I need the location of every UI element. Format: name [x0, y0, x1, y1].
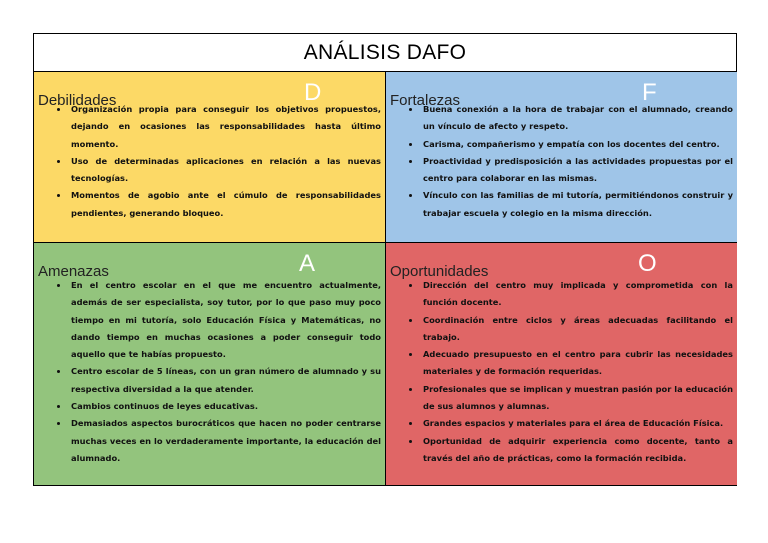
quadrant-header: [34, 243, 385, 281]
quadrant-header: [386, 243, 737, 281]
dafo-table: [33, 33, 737, 486]
list-item: • Adecuado presupuesto en el centro para cubrir las necesidades materiales y de formación requeridas.: [421, 346, 733, 381]
list-item: • Proactividad y predisposición a las actividades propuestas por el centro para colaborar en las mismas.: [421, 153, 733, 188]
list-item: • Buena conexión a la hora de trabajar con el alumnado, creando un vínculo de afecto y respeto.: [421, 101, 733, 136]
list-item: • Carisma, compañerismo y empatía con los docentes del centro.: [421, 136, 733, 153]
quadrant-letter: D: [304, 79, 322, 106]
list-item: • En el centro escolar en el que me encuentro actualmente, además de ser especialista, soy tutor, por lo que paso muy poco tiempo en mi tutoría, solo Educación Física y Matemáticas, no dando tiempo en muchas ocasiones a poder conseguir todo aquello que te habías propuesto.: [69, 277, 381, 363]
quadrant-header: [34, 72, 385, 110]
quadrant-name: Amenazas: [38, 263, 109, 280]
quadrant-debilidades: [34, 72, 386, 243]
quadrant-letter: F: [642, 79, 657, 106]
quadrant-list: [386, 101, 737, 222]
quadrant-name: Oportunidades: [390, 263, 489, 280]
list-item: • Organización propia para conseguir los objetivos propuestos, dejando en ocasiones las responsabilidades hasta último momento.: [69, 101, 381, 153]
list-item: • Cambios continuos de leyes educativas.: [69, 398, 381, 415]
dafo-grid: [34, 72, 736, 485]
list-item: • Oportunidad de adquirir experiencia como docente, tanto a través del año de prácticas, como la formación recibida.: [421, 433, 733, 468]
quadrant-header: [386, 72, 737, 110]
quadrant-list: [386, 277, 737, 467]
quadrant-list: [34, 277, 385, 467]
quadrant-fortalezas: [386, 72, 737, 243]
quadrant-oportunidades: [386, 243, 737, 485]
list-item: • Grandes espacios y materiales para el área de Educación Física.: [421, 415, 733, 432]
list-item: • Dirección del centro muy implicada y comprometida con la función docente.: [421, 277, 733, 312]
quadrant-letter: O: [638, 250, 657, 277]
quadrant-amenazas: [34, 243, 386, 485]
list-item: • Demasiados aspectos burocráticos que hacen no poder centrarse muchas veces en lo verdaderamente importante, la educación del alumnado.: [69, 415, 381, 467]
quadrant-list: [34, 101, 385, 222]
quadrant-name: Debilidades: [38, 92, 117, 109]
list-item: • Momentos de agobio ante el cúmulo de responsabilidades pendientes, generando bloqueo.: [69, 187, 381, 222]
list-item: • Vínculo con las familias de mi tutoría, permitiéndonos construir y trabajar escuela y colegio en la misma dirección.: [421, 187, 733, 222]
quadrant-letter: A: [299, 250, 316, 277]
list-item: • Uso de determinadas aplicaciones en relación a las nuevas tecnologías.: [69, 153, 381, 188]
quadrant-name: Fortalezas: [390, 92, 461, 109]
list-item: • Centro escolar de 5 líneas, con un gran número de alumnado y su respectiva diversidad a la que atender.: [69, 363, 381, 398]
list-item: • Profesionales que se implican y muestran pasión por la educación de sus alumnos y alumnas.: [421, 381, 733, 416]
list-item: • Coordinación entre ciclos y áreas adecuadas facilitando el trabajo.: [421, 312, 733, 347]
dafo-title: ANÁLISIS DAFO: [34, 34, 736, 72]
